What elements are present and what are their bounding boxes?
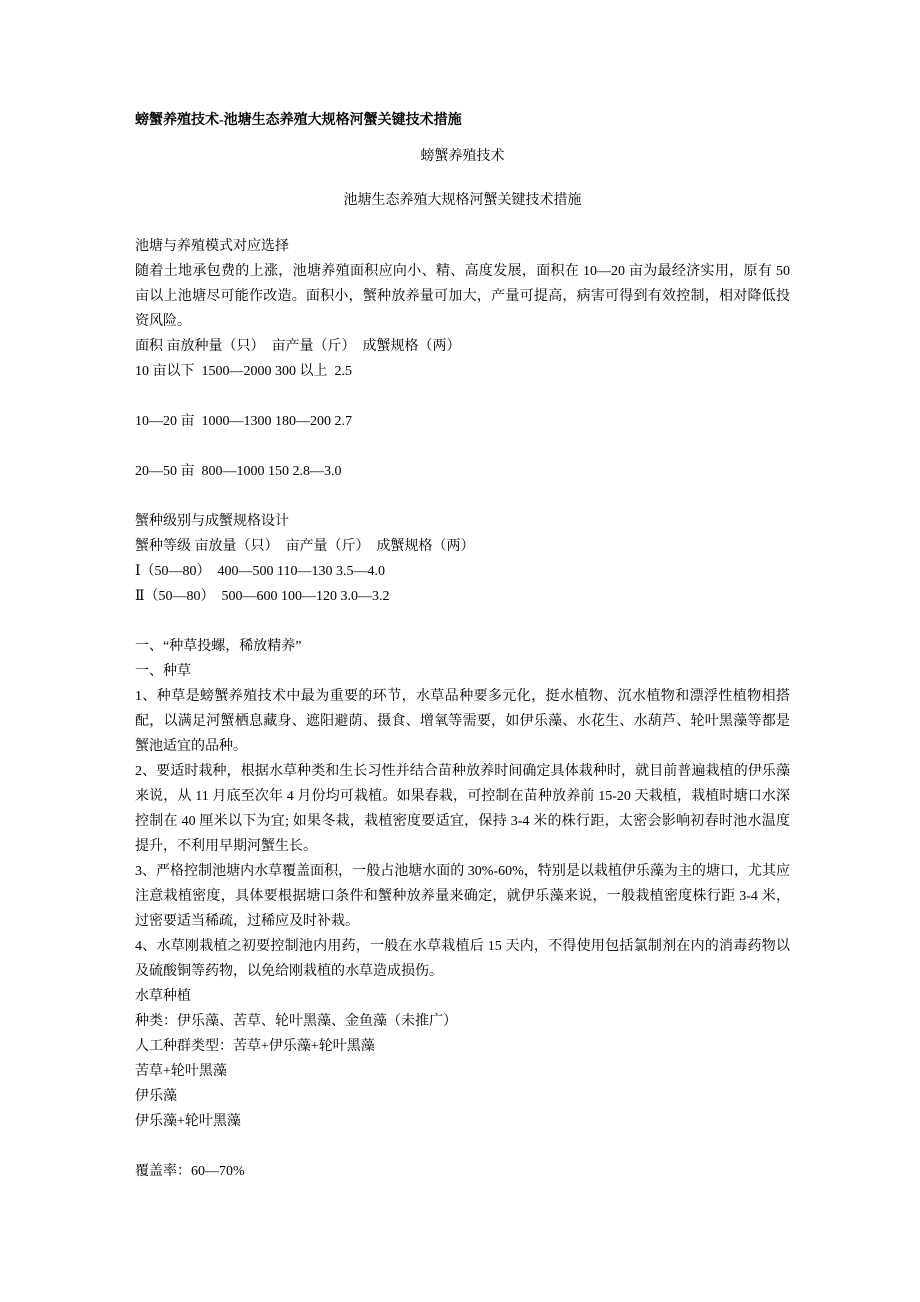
- grass-point-3: 3、严格控制池塘内水草覆盖面积，一般占池塘水面的 30%-60%，特别是以栽植伊乐藻为主的塘口，尤其应注意栽植密度，具体要根据塘口条件和蟹种放养量来确定，就伊乐藻来说，一般栽植密度株行距 3-4 米，过密要适当稀疏，过稀应及时补栽。: [135, 864, 790, 929]
- planting-group: 伊乐藻+轮叶黑藻: [135, 1114, 241, 1129]
- grass-point-2: 2、要适时栽种，根据水草种类和生长习性并结合苗种放养时间确定具体栽种时，就目前普遍栽植的伊乐藻来说，从 11 月底至次年 4 月份均可栽植。如果春栽，可控制在苗种放养前 15-20 天栽植，栽植时塘口水深控制在 40 厘米以下为宜; 如果冬栽，栽植密度要适宜，保持 3-4 米的株行距，太密会影响初春时池水温度提升，不利用早期河蟹生长。: [135, 764, 790, 854]
- blank-line: [135, 1134, 790, 1159]
- grass-section-heading: 一、“种草投螺，稀放精养”: [135, 639, 302, 654]
- document-subtitle-1: 螃蟹养殖技术: [420, 149, 505, 164]
- grass-section-subheading: 一、种草: [135, 664, 191, 679]
- crab-grade-row: Ⅱ（50—80） 500—600 100—120 3.0—3.2: [135, 589, 390, 604]
- blank-line: [135, 434, 790, 459]
- blank-line: [135, 484, 790, 509]
- planting-group: 伊乐藻: [135, 1089, 177, 1104]
- pond-table-row: 10 亩以下 1500—2000 300 以上 2.5: [135, 364, 352, 379]
- grass-point-1: 1、种草是螃蟹养殖技术中最为重要的环节，水草品种要多元化，挺水植物、沉水植物和漂浮性植物相搭配，以满足河蟹栖息藏身、遮阳避荫、摄食、增氧等需要，如伊乐藻、水花生、水葫芦、轮叶黑藻等都是蟹池适宜的品种。: [135, 689, 790, 754]
- planting-artificial-groups: 人工种群类型：苦草+伊乐藻+轮叶黑藻: [135, 1039, 375, 1054]
- pond-model-heading: 池塘与养殖模式对应选择: [135, 239, 289, 254]
- blank-line: [135, 609, 790, 634]
- pond-model-intro: 随着土地承包费的上涨，池塘养殖面积应向小、精、高度发展，面积在 10—20 亩为最经济实用，原有 50 亩以上池塘尽可能作改造。面积小，蟹种放养量可加大，产量可提高，病害可得到有效控制，相对降低投资风险。: [135, 264, 794, 329]
- document-subtitle-2: 池塘生态养殖大规格河蟹关键技术措施: [343, 193, 582, 208]
- planting-types: 种类：伊乐藻、苦草、轮叶黑藻、金鱼藻（未推广）: [135, 1014, 457, 1029]
- pond-table-row: 20—50 亩 800—1000 150 2.8—3.0: [135, 464, 342, 479]
- crab-grade-row: Ⅰ（50—80） 400—500 110—130 3.5—4.0: [135, 564, 386, 579]
- grass-point-4: 4、水草刚栽植之初要控制池内用药，一般在水草栽植后 15 天内，不得使用包括氯制剂在内的消毒药物以及硫酸铜等药物，以免给刚栽植的水草造成损伤。: [135, 939, 790, 979]
- planting-coverage: 覆盖率：60—70%: [135, 1164, 245, 1179]
- planting-group: 苦草+轮叶黑藻: [135, 1064, 227, 1079]
- crab-grade-table-header: 蟹种等级 亩放量（只） 亩产量（斤） 成蟹规格（两）: [135, 539, 475, 554]
- planting-heading: 水草种植: [135, 989, 191, 1004]
- document-title: 螃蟹养殖技术-池塘生态养殖大规格河蟹关键技术措施: [135, 113, 462, 128]
- pond-table-header: 面积 亩放种量（只） 亩产量（斤） 成蟹规格（两）: [135, 339, 461, 354]
- pond-table-row: 10—20 亩 1000—1300 180—200 2.7: [135, 414, 352, 429]
- crab-grade-heading: 蟹种级别与成蟹规格设计: [135, 514, 289, 529]
- blank-line: [135, 384, 790, 409]
